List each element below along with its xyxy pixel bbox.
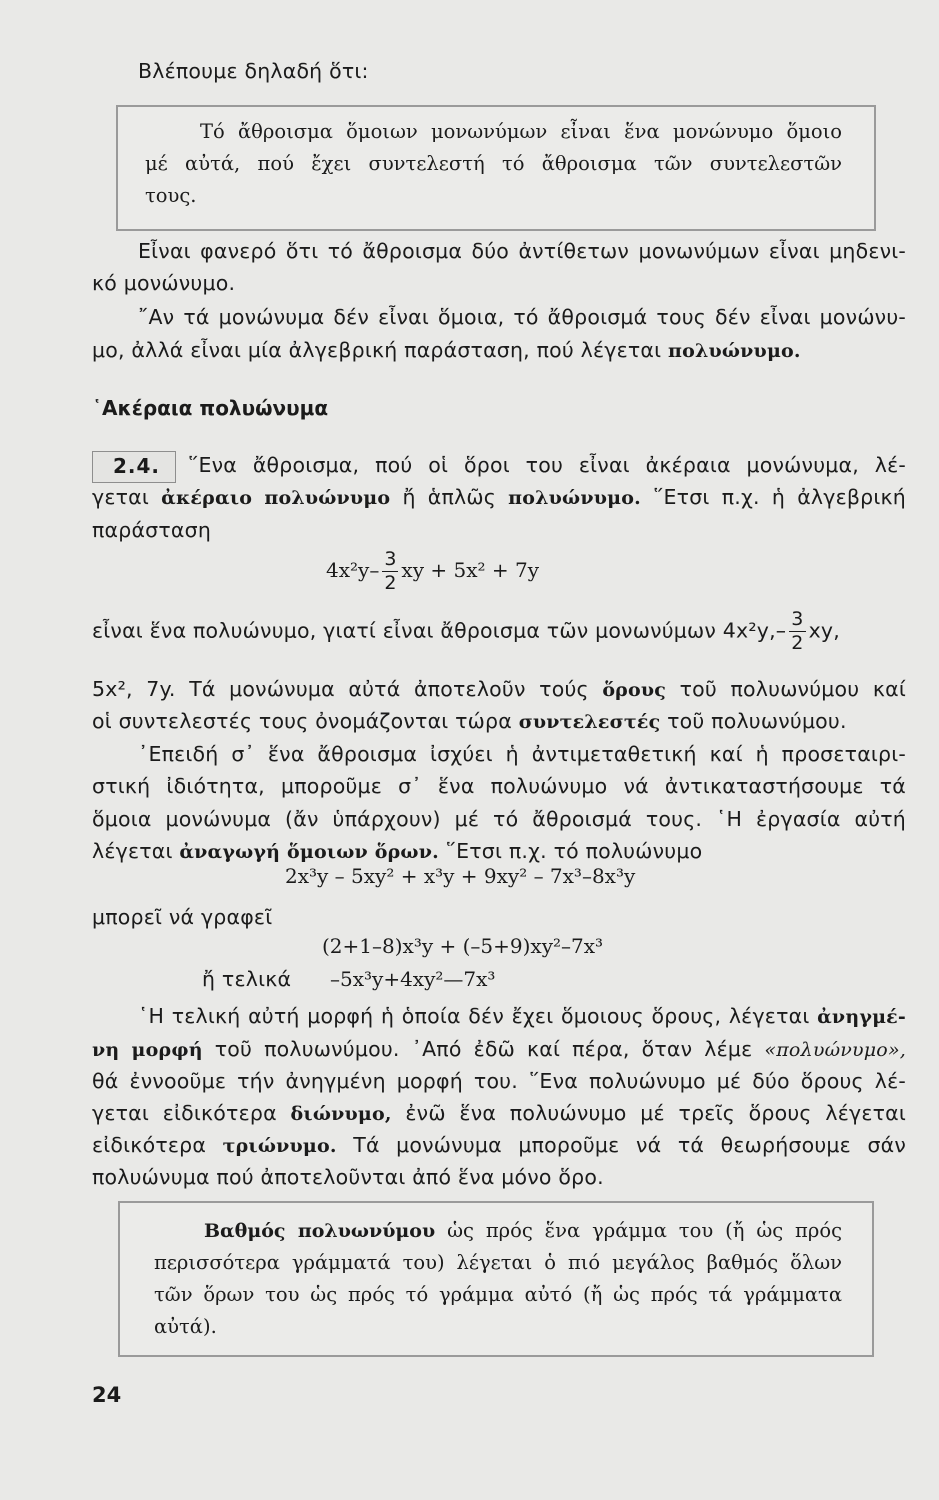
definition-line: μέ αὐτά, πού ἔχει συντελεστή τό ἄθροισμα τῶν συντελεστῶν (145, 152, 842, 175)
text-span: γεται εἰδικότερα (92, 1101, 277, 1125)
definition-line: τῶν ὅρων του ὡς πρός τό γράμμα αὐτό (ἤ ὡς πρός τά γράμματα (154, 1283, 842, 1306)
fraction-denominator: 2 (384, 572, 397, 594)
fraction-numerator: 3 (791, 608, 804, 630)
text-span: xy, (808, 618, 840, 643)
text-span: λέγεται (92, 839, 173, 863)
text-span: ἐνῶ ἕνα πολυώνυμο μέ τρεῖς ὅρους λέγεται (405, 1101, 906, 1125)
equation-final: –5x³y+4xy²—7x³ (330, 967, 496, 991)
definition-line: αὐτά). (154, 1315, 217, 1338)
paragraph-line: ῎Αν τά μονώνυμα δέν εἶναι ὅμοια, τό ἄθροισμά τους δέν εἶναι μονώνυ- (138, 305, 906, 329)
text-span: ῾Η τελική αὐτή μορφή ἡ ὁποία δέν ἔχει ὅμοιους ὅρους, λέγεται (138, 1004, 810, 1028)
paragraph-line: θά ἐννοοῦμε τήν ἀνηγμένη μορφή του. ῞Ενα πολυώνυμο μέ δύο ὅρους λέ- (92, 1069, 906, 1093)
text-span: ἤ ἁπλῶς (402, 485, 496, 509)
text-span: εἶναι ἕνα πολυώνυμο, γιατί εἶναι ἄθροισμα τῶν μονωνύμων 4x²y,– (92, 618, 787, 643)
term-polynomial: πολυώνυμο. (668, 340, 801, 362)
paragraph-line (138, 1001, 906, 1033)
paragraph-line: Εἶναι φανερό ὅτι τό ἄθροισμα δύο ἀντίθετων μονωνύμων εἶναι μηδενι- (138, 239, 906, 263)
text-span: μο, ἀλλά εἶναι μία ἀλγεβρική παράσταση, πού λέγεται (92, 338, 662, 362)
paragraph-line (92, 706, 847, 738)
equation-example-polynomial: 2x³y – 5xy² + x³y + 9xy² – 7x³–8x³y (285, 864, 636, 888)
paragraph-line: κό μονώνυμο. (92, 271, 236, 295)
definition-line (204, 1215, 842, 1247)
paragraph-line: παράσταση (92, 518, 212, 542)
text-span: τοῦ πολυωνύμου καί (679, 677, 907, 701)
definition-line: περισσότερα γράμματά του) λέγεται ὁ πιό μεγάλος βαθμός ὅλων (154, 1251, 842, 1274)
paragraph-line (92, 610, 906, 653)
term-reduction: ἀναγωγή ὅμοιων ὅρων. (179, 841, 439, 863)
equation-polynomial-example (326, 550, 539, 593)
paragraph-line (92, 674, 906, 706)
equation-label: ἤ τελικά (202, 967, 292, 991)
section-heading: ῾Ακέραια πολυώνυμα (92, 396, 329, 420)
definition-line: Τό ἄθροισμα ὅμοιων μονωνύμων εἶναι ἕνα μονώνυμο ὅμοιο (200, 120, 842, 143)
paragraph-line (92, 1098, 906, 1130)
fraction-denominator: 2 (791, 632, 804, 654)
paragraph-line: στική ἰδιότητα, μποροῦμε σ᾿ ἕνα πολυώνυμο νά ἀντικαταστήσουμε τά (92, 774, 906, 798)
text-span: Τά μονώνυμα μποροῦμε νά τά θεωρήσουμε σάν (353, 1133, 907, 1157)
definition-line: τους. (145, 184, 197, 207)
paragraph-line (92, 1130, 906, 1162)
paragraph-line (92, 482, 906, 514)
paragraph-line (92, 1034, 906, 1066)
text-span: οἱ συντελεστές τους ὀνομάζονται τώρα (92, 709, 512, 733)
term-coefficients: συντελεστές (518, 711, 661, 733)
paragraph-line: ὅμοια μονώνυμα (ἄν ὑπάρχουν) μέ τό ἄθροισμά τους. ῾Η ἐργασία αὐτή (92, 807, 906, 831)
paragraph-line: ᾿Επειδή σ᾿ ἕνα ἄθροισμα ἰσχύει ἡ ἀντιμεταθετική καί ἡ προσεταιρι- (138, 742, 906, 766)
term-terms: ὅρους (602, 679, 667, 701)
term-reduced: ἀνηγμέ- (817, 1006, 907, 1028)
text-span: ῞Ετσι π.χ. τό πολυώνυμο (445, 839, 703, 863)
term-binomial: διώνυμο, (290, 1103, 392, 1125)
term-polynomial: πολυώνυμο. (508, 487, 641, 509)
term-reduced-form: νη μορφή (92, 1039, 203, 1061)
term-integer-polynomial: ἀκέραιο πολυώνυμο (161, 487, 391, 509)
paragraph-line: πολυώνυμα πού ἀποτελοῦνται ἀπό ἕνα μόνο ὅρο. (92, 1165, 604, 1189)
intro-line: Βλέπουμε δηλαδή ὅτι: (138, 59, 369, 83)
section-number: 2.4. (113, 454, 161, 478)
text-span: ῞Ετσι π.χ. ἡ ἀλγεβρική (653, 485, 906, 509)
fraction (382, 550, 398, 593)
fraction-numerator: 3 (384, 548, 397, 570)
text-span: ὡς πρός ἕνα γράμμα του (ἤ ὡς πρός (447, 1219, 842, 1242)
page-number: 24 (92, 1383, 122, 1407)
paragraph-line: ῞Ενα ἄθροισμα, πού οἱ ὅροι του εἶναι ἀκέραια μονώνυμα, λέ- (188, 453, 906, 477)
term-polynomial-quoted: «πολυώνυμο», (764, 1039, 907, 1061)
term-polynomial-degree: Βαθμός πολυωνύμου (204, 1220, 436, 1242)
text-span: τοῦ πολυωνύμου. ᾿Από ἐδῶ καί πέρα, ὅταν λέμε (214, 1037, 753, 1061)
term-trinomial: τριώνυμο. (222, 1135, 337, 1157)
equation-part: xy + 5x² + 7y (401, 558, 539, 582)
equation-part: 4x²y– (326, 558, 380, 582)
paragraph-line (92, 335, 801, 367)
paragraph-line: μπορεῖ νά γραφεῖ (92, 905, 273, 929)
text-span: γεται (92, 485, 150, 509)
fraction (789, 610, 805, 653)
equation-grouped: (2+1–8)x³y + (–5+9)xy²–7x³ (322, 934, 604, 958)
text-span: τοῦ πολυωνύμου. (667, 709, 847, 733)
text-span: εἰδικότερα (92, 1133, 207, 1157)
text-span: 5x², 7y. Τά μονώνυμα αὐτά ἀποτελοῦν τούς (92, 677, 589, 701)
